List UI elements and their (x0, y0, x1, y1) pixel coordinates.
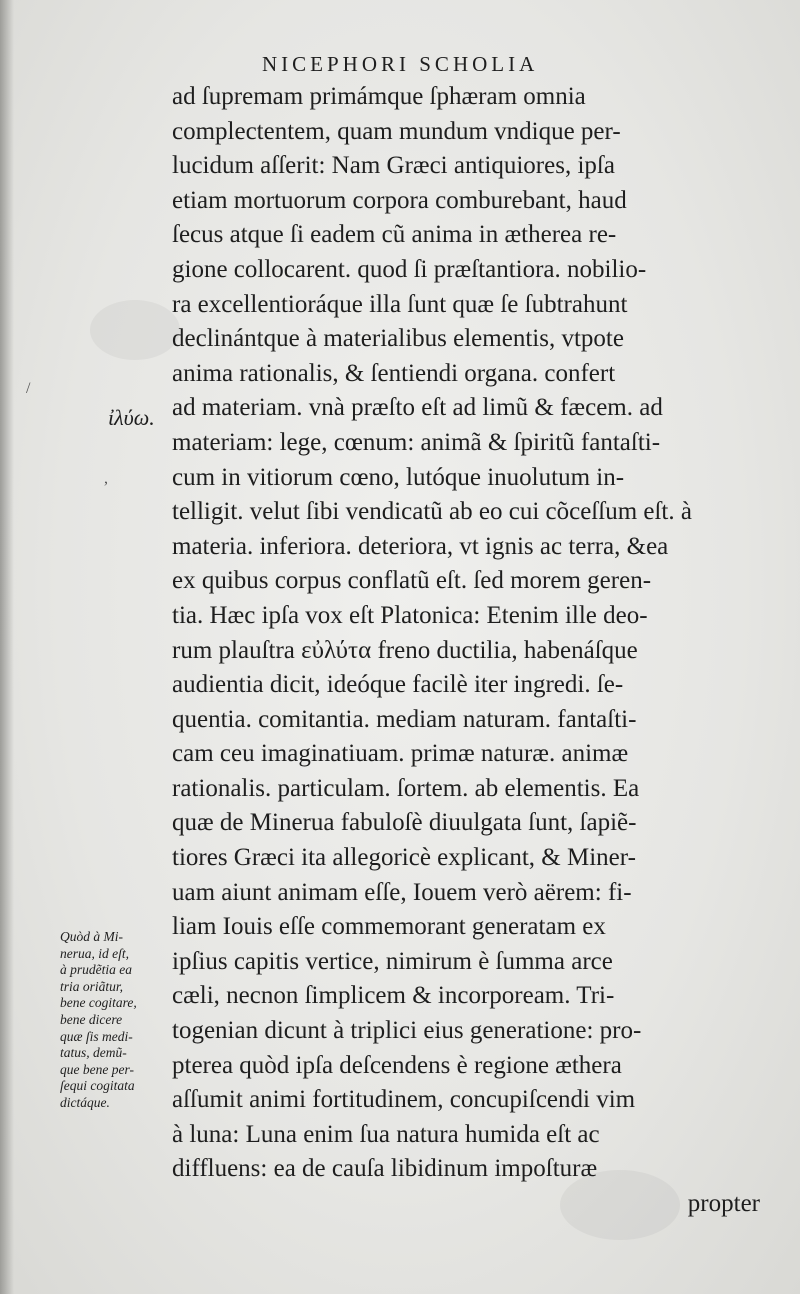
text-line: togenian dicunt à triplici eius generatione: pro- (172, 1017, 642, 1045)
text-line: cum in vitiorum cœno, lutóque inuolutum in- (172, 463, 625, 491)
text-line: gione collocarent. quod ſi præſtantiora. nobilio- (172, 255, 647, 283)
margin-tick-mark: / (26, 380, 31, 397)
text-line: anima rationalis, & ſentiendi organa. confert (172, 359, 616, 387)
marginal-note-line: tria oriãtur, (60, 978, 124, 994)
text-line: quæ de Minerua fabuloſè diuulgata ſunt, ſapiẽ- (172, 809, 637, 837)
text-line: complectentem, quam mundum vndique per- (172, 117, 621, 145)
text-line: uam aiunt animam eſſe, Iouem verò aërem: fi- (172, 878, 632, 906)
text-line: etiam mortuorum corpora comburebant, haud (172, 186, 627, 214)
text-line: pterea quòd ipſa deſcendens è regione æthera (172, 1051, 622, 1079)
text-line: tiores Græci ita allegoricè explicant, & Miner- (172, 844, 636, 872)
text-line: materia. inferiora. deteriora, vt ignis ac terra, &ea (172, 532, 669, 560)
marginal-note-line: bene dicere (60, 1011, 123, 1027)
text-line: cæli, necnon ſimplicem & incorpoream. Tri- (172, 982, 615, 1010)
text-line: ad materiam. vnà præſto eſt ad limũ & fæcem. ad (172, 394, 663, 422)
marginal-note-line: tatus, demũ- (60, 1045, 127, 1061)
text-line: diffluens: ea de cauſa libidinum impoſturæ (172, 1155, 598, 1183)
text-line: ra excellentioráque illa ſunt quæ ſe ſubtrahunt (172, 290, 628, 318)
marginal-note-line: Quòd à Mi- (60, 929, 123, 944)
text-line: quentia. comitantia. mediam naturam. fantaſti- (172, 705, 637, 733)
running-head: NICEPHORI SCHOLIA (262, 52, 539, 76)
text-line: telligit. velut ſibi vendicatũ ab eo cui cõceſſum eſt. à (172, 498, 692, 526)
text-line: rum plauſtra εὐλύτα freno ductilia, habenáſque (172, 636, 638, 664)
main-text-block (172, 80, 762, 1222)
text-line: ſecus atque ſi eadem cũ anima in ætherea re- (172, 221, 617, 249)
text-line: liam Iouis eſſe commemorant generatam ex (172, 913, 606, 941)
marginal-note-line: à prudẽtia ea (60, 962, 132, 978)
text-line: ad ſupremam primámque ſphæram omnia (172, 83, 586, 110)
marginal-note-line: que bene per- (60, 1061, 134, 1077)
text-line: cam ceu imaginatiuam. primæ naturæ. animæ (172, 740, 629, 768)
text-line: tia. Hæc ipſa vox eſt Platonica: Etenim ille deo- (172, 601, 648, 629)
text-line: declinántque à materialibus elementis, vtpote (172, 325, 624, 353)
marginal-note-line: bene cogitare, (60, 995, 137, 1011)
margin-tick-mark: , (104, 470, 108, 487)
text-line: ipſius capitis vertice, nimirum è ſumma arce (172, 947, 613, 975)
margin-greek-word: ἰλύω. (108, 405, 155, 430)
text-line: audientia dicit, ideóque facilè iter ingredi. ſe- (172, 671, 624, 699)
marginal-note-line: ſequi cogitata (60, 1078, 135, 1094)
text-line: propter (687, 1190, 760, 1217)
marginal-note-line: dictáque. (60, 1094, 110, 1110)
text-line: aſſumit animi fortitudinem, concupiſcendi vim (172, 1086, 636, 1114)
text-line: ex quibus corpus conflatũ eſt. ſed morem geren- (172, 567, 652, 595)
binding-shadow (0, 0, 14, 1294)
text-line: lucidum aſſerit: Nam Græci antiquiores, ipſa (172, 152, 615, 180)
text-line: materiam: lege, cœnum: animã & ſpiritũ fantaſti- (172, 428, 661, 456)
marginal-note-line: quæ ſis medi- (60, 1028, 133, 1044)
marginal-note-line: nerua, id eſt, (60, 945, 129, 961)
text-line: à luna: Luna enim ſua natura humida eſt ac (172, 1120, 600, 1148)
paper-stain (90, 300, 180, 360)
text-line: rationalis. particulam. ſortem. ab elementis. Ea (172, 774, 640, 802)
marginal-note (60, 929, 178, 1112)
